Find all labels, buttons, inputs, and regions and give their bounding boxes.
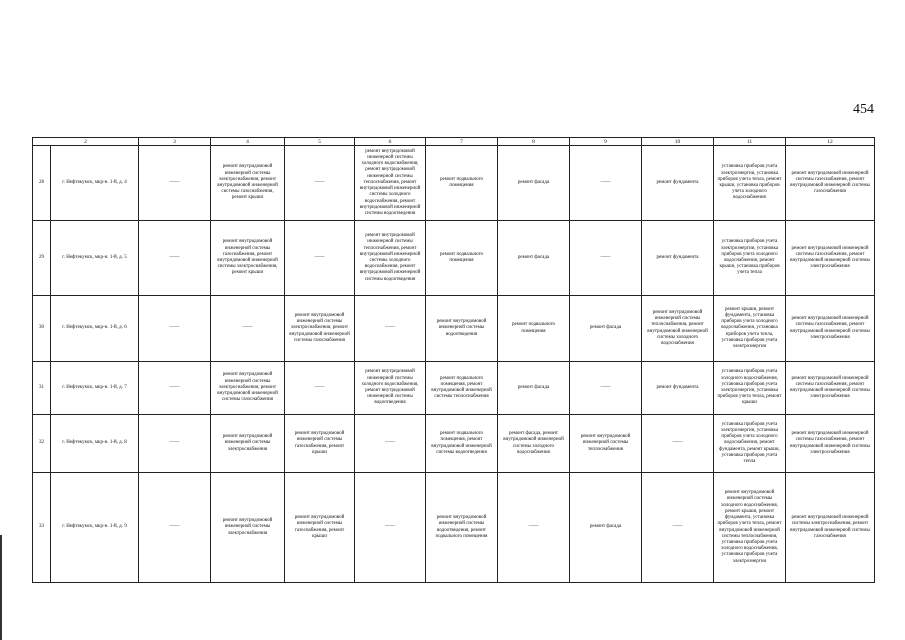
row-number: 30 xyxy=(33,296,51,362)
table-cell: —— xyxy=(139,146,211,221)
table-cell: ремонт внутридомовой инженерной системы электроснабжения, ремонт внутридомовой инженерной системы газоснабжения, ремонт крыши xyxy=(211,146,285,221)
address-cell: г. Нефтекумск, мкр-н. 1-й, д. 4 xyxy=(51,146,139,221)
table-cell: ремонт фасада xyxy=(570,296,642,362)
table-cell: ремонт фасада xyxy=(498,146,570,221)
table-cell: ремонт фасада xyxy=(498,362,570,415)
column-number: 7 xyxy=(426,138,498,146)
table-cell: ремонт фасада xyxy=(570,473,642,583)
column-number-row xyxy=(33,138,875,146)
row-number: 33 xyxy=(33,473,51,583)
table-cell: ремонт внутридомовой инженерной системы электроснабжения, ремонт внутридомовой инженерной системы газоснабжения xyxy=(211,362,285,415)
table-cell: ремонт внутридомовой инженерной системы газоснабжения, ремонт внутридомовой инженерной системы электроснабжения, ремонт крыши xyxy=(211,221,285,296)
table-cell: ремонт внутридомовой инженерной системы теплоснабжения, ремонт внутридомовой инженерной системы холодного водоснабжения xyxy=(642,296,714,362)
table-cell: —— xyxy=(285,146,355,221)
table-cell: —— xyxy=(570,221,642,296)
table-cell: —— xyxy=(498,473,570,583)
column-number: 4 xyxy=(211,138,285,146)
table-cell: —— xyxy=(139,296,211,362)
column-number: 8 xyxy=(498,138,570,146)
address-cell: г. Нефтекумск, мкр-н. 1-й, д. 5 xyxy=(51,221,139,296)
table-row xyxy=(33,221,875,296)
table-row xyxy=(33,296,875,362)
table-cell: —— xyxy=(139,221,211,296)
table-cell: —— xyxy=(139,415,211,473)
table-cell: ремонт фасада, ремонт внутридомовой инженерной системы холодного водоснабжения xyxy=(498,415,570,473)
table-cell: ремонт внутридомовой инженерной системы водоотведения, ремонт подвального помещения xyxy=(426,473,498,583)
table-cell: ремонт внутридомовой инженерной системы газоснабжения, ремонт крыши xyxy=(285,415,355,473)
table-cell: ремонт фундамента xyxy=(642,146,714,221)
table-cell: ремонт внутридомовой инженерной системы газоснабжения, ремонт внутридомовой инженерной системы электроснабжения xyxy=(786,296,875,362)
table-cell: ремонт внутридомовой инженерной системы газоснабжения, ремонт внутридомовой инженерной системы электроснабжения xyxy=(786,362,875,415)
row-number: 28 xyxy=(33,146,51,221)
table-cell: ремонт подвального помещения xyxy=(498,296,570,362)
table-cell: ремонт внутридомовой инженерной системы газоснабжения, ремонт крыши xyxy=(285,473,355,583)
table-cell: —— xyxy=(285,221,355,296)
table-cell: ремонт внутридомовой инженерной системы газоснабжения, ремонт внутридомовой инженерной системы электроснабжения xyxy=(786,221,875,296)
table-cell: ремонт фундамента xyxy=(642,221,714,296)
table-cell: ремонт крыши, ремонт фундамента, установка приборов учета холодного водоснабжения, установка приборов учета тепла, установка приборов учета электроэнергии xyxy=(714,296,786,362)
table-row xyxy=(33,473,875,583)
table-cell: ремонт внутридомовой инженерной системы электроснабжения, ремонт внутридомовой инженерной системы газоснабжения xyxy=(786,473,875,583)
table-cell: ремонт подвального помещения, ремонт внутридомовой инженерной системы водоотведения xyxy=(426,415,498,473)
table-cell: ремонт внутридомовой инженерной системы холодного водоснабжения, ремонт внутридомовой инженерной системы водоотведения xyxy=(355,362,426,415)
row-number: 29 xyxy=(33,221,51,296)
table-cell: —— xyxy=(570,362,642,415)
table-cell: ремонт фундамента xyxy=(642,362,714,415)
table-cell: ремонт внутридомовой инженерной системы теплоснабжения xyxy=(570,415,642,473)
table-cell: ремонт внутридомовой инженерной системы водоотведения xyxy=(426,296,498,362)
table-cell: установка приборов учета электроэнергии, установка приборов учета холодного водоснабжения, ремонт крыши, установка приборов учета тепла xyxy=(714,221,786,296)
page-number: 454 xyxy=(853,102,874,117)
table-cell: установка приборов учета электроэнергии, установка приборов учета тепла, ремонт крыши, установка приборов учета холодного водоснабжения xyxy=(714,146,786,221)
table-cell: —— xyxy=(139,473,211,583)
table-cell: ремонт внутридомовой инженерной системы газоснабжения, ремонт внутридомовой инженерной системы электроснабжения xyxy=(786,415,875,473)
column-number: 6 xyxy=(355,138,426,146)
column-number: 5 xyxy=(285,138,355,146)
table-cell: —— xyxy=(355,415,426,473)
table-cell: —— xyxy=(285,362,355,415)
table-cell: ремонт фасада xyxy=(498,221,570,296)
table-cell: —— xyxy=(642,415,714,473)
table-row xyxy=(33,146,875,221)
table-cell: ремонт внутридомовой инженерной системы холодного водоснабжения, ремонт крыши, ремонт фундамента, установка приборов учета тепла, ремонт внутридомовой инженерной системы теплоснабжения, установка приборов учета холодного водоснабжения, установка приборов учета электроэнергии xyxy=(714,473,786,583)
row-number: 31 xyxy=(33,362,51,415)
table-cell: установка приборов учета холодного водоснабжения, установка приборов учета электроэнергии, установка приборов учета тепла, ремонт крыши xyxy=(714,362,786,415)
row-number: 32 xyxy=(33,415,51,473)
column-number: 10 xyxy=(642,138,714,146)
table-cell: ремонт подвального помещения xyxy=(426,146,498,221)
table-cell: ремонт внутридомовой инженерной системы газоснабжения, ремонт внутридомовой инженерной системы газоснабжения xyxy=(786,146,875,221)
table-cell: —— xyxy=(211,296,285,362)
table-row xyxy=(33,415,875,473)
table-cell: —— xyxy=(570,146,642,221)
table-cell: ремонт внутридомовой инженерной системы электроснабжения xyxy=(211,473,285,583)
table-cell: ремонт внутридомовой инженерной системы электроснабжения xyxy=(211,415,285,473)
table-cell: —— xyxy=(139,362,211,415)
table-cell: —— xyxy=(355,473,426,583)
table-cell: ремонт внутридомовой инженерной системы электроснабжения, ремонт внутридомовой инженерной системы газоснабжения xyxy=(285,296,355,362)
table-cell: установка приборов учета электроэнергии, установка приборов учета холодного водоснабжения, ремонт фундамента, ремонт крыши, установка приборов учета тепла xyxy=(714,415,786,473)
address-cell: г. Нефтекумск, мкр-н. 1-й, д. 6 xyxy=(51,296,139,362)
column-number: 11 xyxy=(714,138,786,146)
table-cell: ремонт подвального помещения, ремонт внутридомовой инженерной системы теплоснабжения xyxy=(426,362,498,415)
column-number: 3 xyxy=(139,138,211,146)
address-cell: г. Нефтекумск, мкр-н. 1-й, д. 7 xyxy=(51,362,139,415)
repair-schedule-table xyxy=(32,137,875,583)
table-cell: —— xyxy=(355,296,426,362)
table-cell: ремонт подвального помещения xyxy=(426,221,498,296)
column-number-merged: 2 xyxy=(33,138,139,146)
address-cell: г. Нефтекумск, мкр-н. 1-й, д. 9 xyxy=(51,473,139,583)
table-row xyxy=(33,362,875,415)
column-number: 9 xyxy=(570,138,642,146)
address-cell: г. Нефтекумск, мкр-н. 1-й, д. 8 xyxy=(51,415,139,473)
table-cell: ремонт внутридомовой инженерной системы теплоснабжения, ремонт внутридомовой инженерной системы холодного водоснабжения, ремонт внутридомовой инженерной системы водоотведения xyxy=(355,221,426,296)
scan-edge-mark xyxy=(0,535,2,640)
table-cell: —— xyxy=(642,473,714,583)
table-cell: ремонт внутридомовой инженерной системы холодного водоснабжения, ремонт внутридомовой инженерной системы теплоснабжения, ремонт внутридомовой инженерной системы холодного водоснабжения, ремонт внутридомовой инженерной системы водоотведения xyxy=(355,146,426,221)
column-number: 12 xyxy=(786,138,875,146)
